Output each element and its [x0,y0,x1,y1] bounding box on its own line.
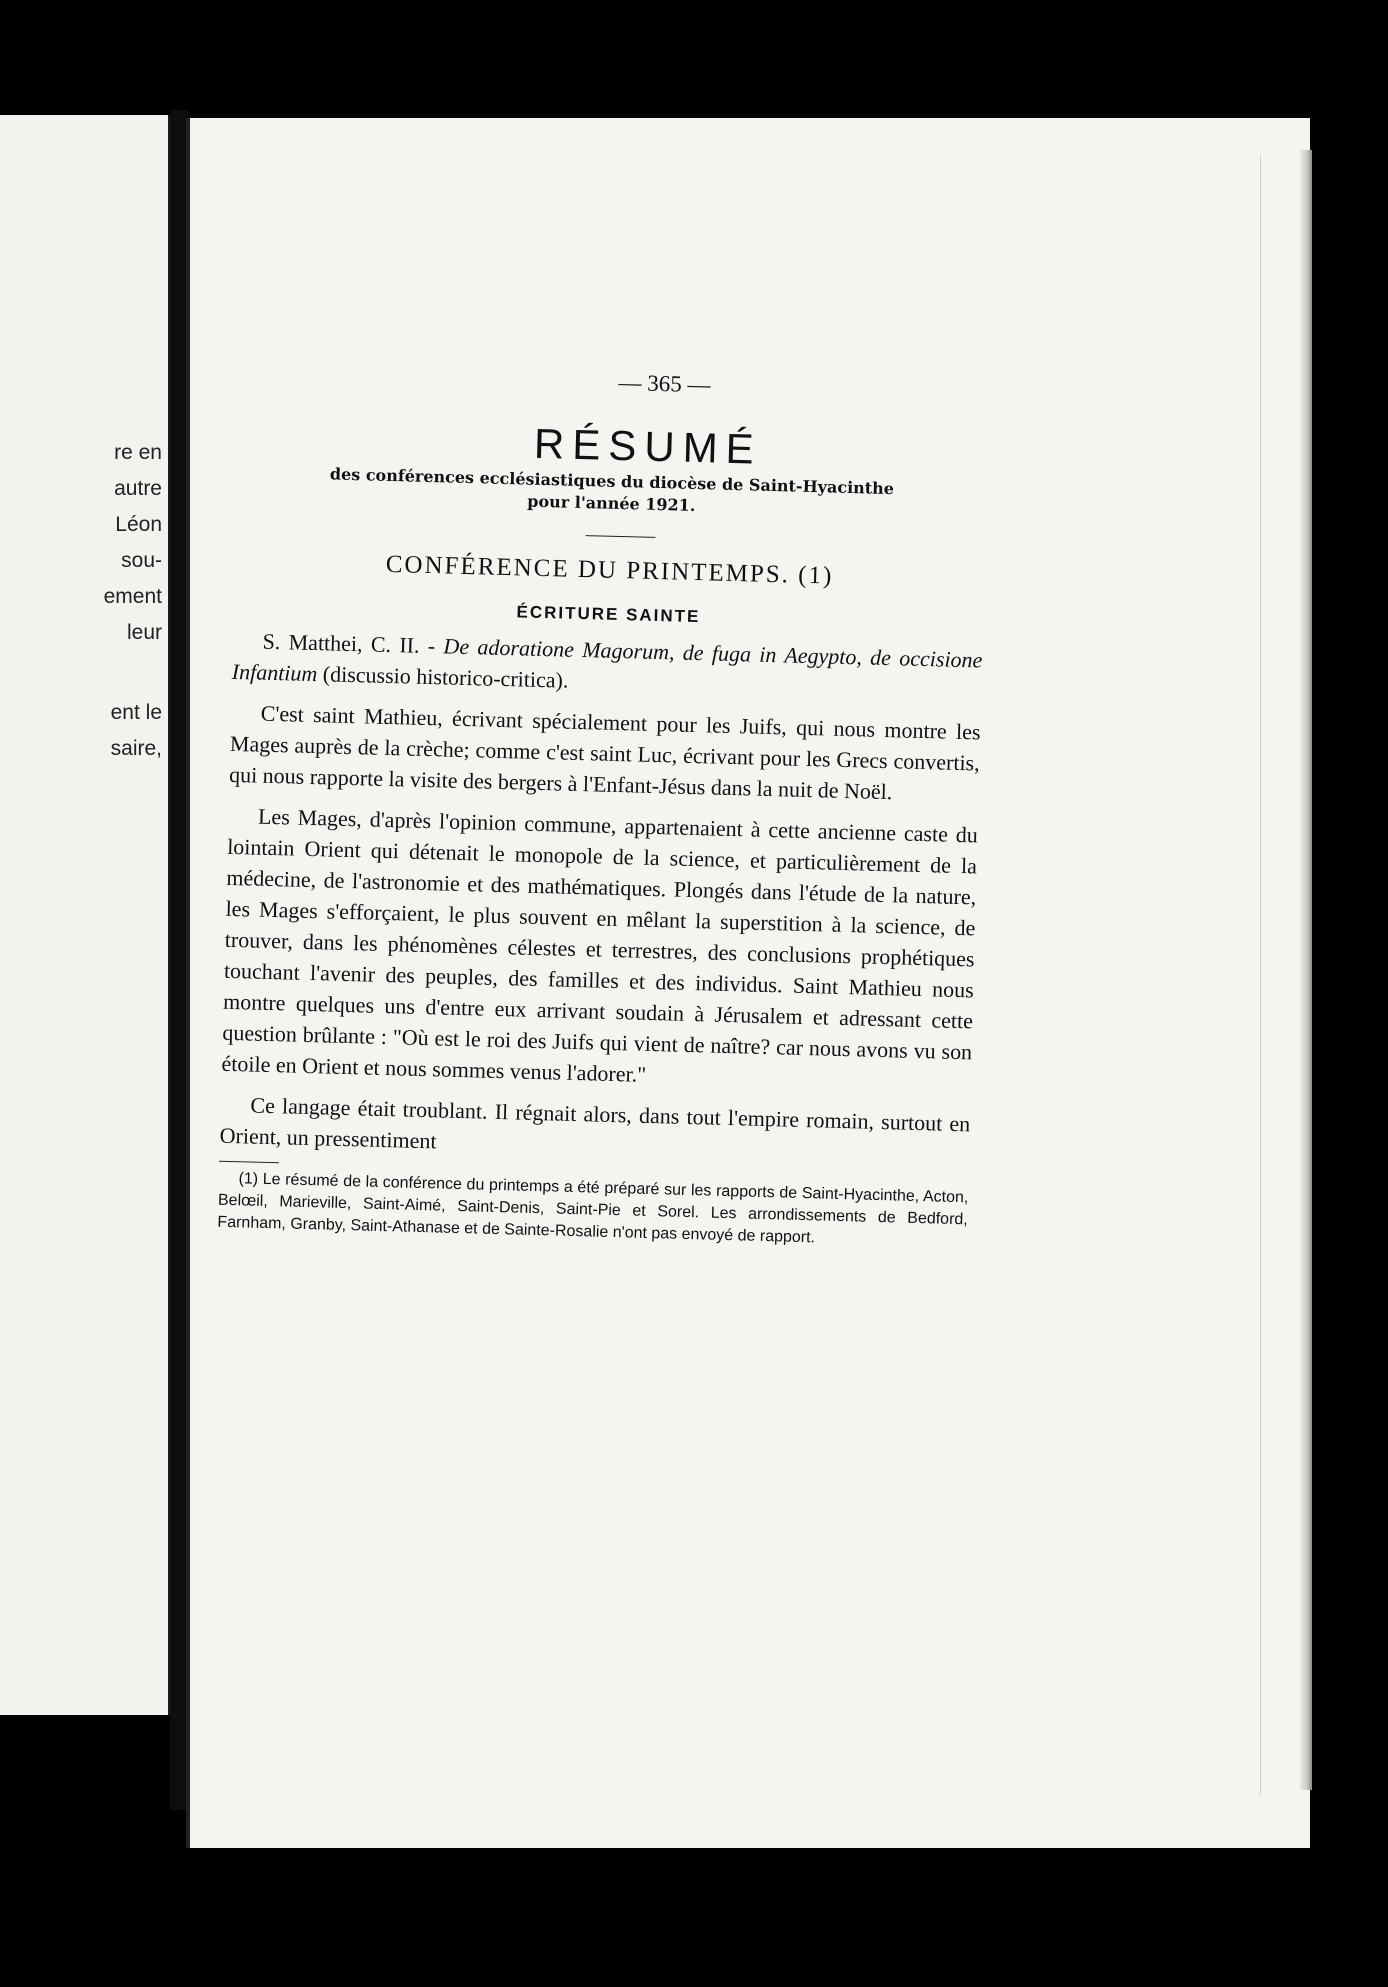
left-page [0,115,170,1715]
left-fragment: saire, [110,737,162,760]
reference-title: De adoratione Magorum, de fuga in Aegypto, de occisione Infantium [231,633,983,687]
section-heading: ÉCRITURE SAINTE [516,602,701,627]
subtitle-line-1: des conférences ecclésiastiques du diocèse de Saint-Hyacinthe [329,464,895,499]
left-page-fragments-upper [104,435,162,651]
page-edge-shadow [1300,150,1312,1790]
conference-heading: CONFÉRENCE DU PRINTEMPS. (1) [385,550,834,590]
page-title: RÉSUMÉ [533,419,763,473]
scripture-reference [231,625,982,707]
left-page-fragments-lower [111,695,162,767]
footnote-divider [219,1161,279,1164]
subtitle-line-2: pour l'année 1921. [527,491,696,515]
paragraph-3: Ce langage était troublant. Il régnait alors, dans tout l'empire romain, surtout en Orient, un pressentiment [219,1092,971,1154]
page-number: — 365 — [618,369,711,398]
title-divider [586,535,656,538]
paragraph-2: Les Mages, d'après l'opinion commune, appartenaient à cette ancienne caste du lointain Orient qui détenait le monopole de la science, et particulièrement de la médecine, de l'astronomie et des mathématiques. Plongés dans l'étude de la nature, les Mages s'efforçaient, le plus souvent en mêlant la superstition à la science, de trouver, dans les phénomènes célestes et terrestres, des conclusions prophétiques touchant l'avenir des peuples, des familles et des individus. Saint Mathieu nous montre quelques uns d'entre eux arrivant soudain à Jérusalem et adressant cette question brûlante : "Où est le roi des Juifs qui vient de naître? car nous avons vu son étoile en Orient et nous sommes venus l'adorer." [221,803,979,1087]
left-fragment: sou- [121,549,162,572]
page-text-block [217,360,990,1253]
left-fragment: Léon [115,513,162,536]
paragraph-1: C'est saint Mathieu, écrivant spécialement pour les Juifs, qui nous montre les Mages auprès de la crèche; comme c'est saint Luc, écrivant pour les Grecs convertis, qui nous rapporte la visite des bergers à l'Enfant-Jésus dans la nuit de Noël. [228,700,981,805]
left-fragment: autre [114,477,162,500]
reference-suffix: (discussio historico-critica). [317,661,569,693]
left-fragment: leur [126,621,162,644]
footnote: (1) Le résumé de la conférence du printemps a été préparé sur les rapports de Saint-Hyacinthe, Acton, Belœil, Marieville, Saint-Aimé, Saint-Denis, Saint-Pie et Sorel. Les arrondissements de Bedford, Farnham, Granby, Saint-Athanase et de Sainte-Rosalie n'ont pas envoyé de rapport. [217,1170,969,1247]
left-fragment: re en [114,441,162,464]
left-fragment: ent le [110,701,162,724]
left-fragment: ement [103,585,162,608]
reference-prefix: S. Matthei, C. II. - [262,628,444,659]
